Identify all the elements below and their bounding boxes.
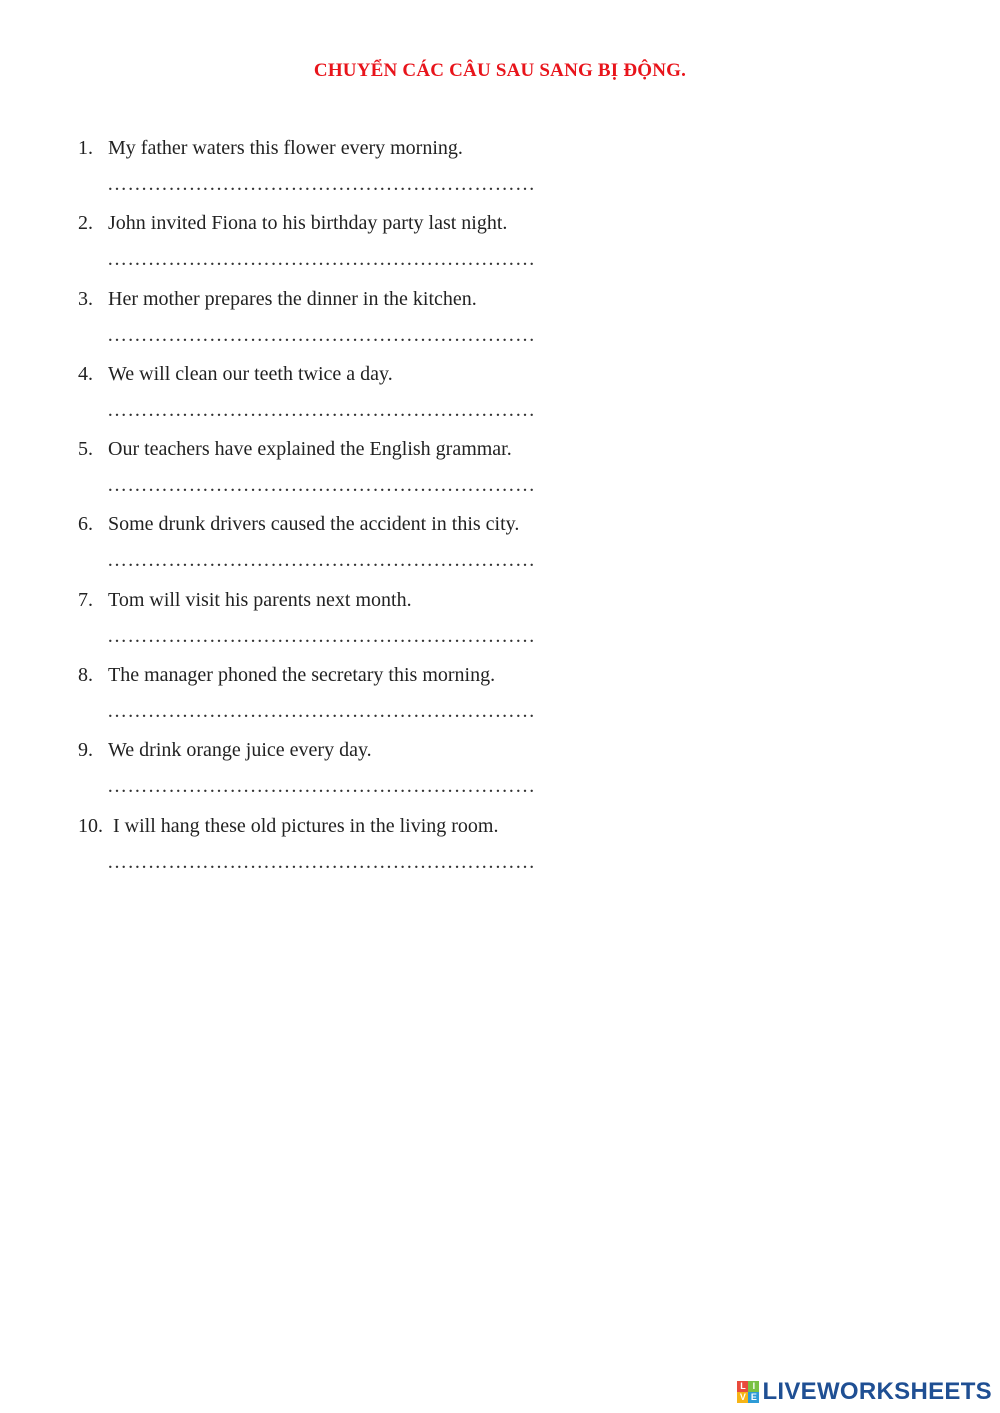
item-sentence: Her mother prepares the dinner in the kitchen.	[108, 287, 477, 310]
exercise-item-7	[0, 584, 1000, 659]
item-number: 2.	[78, 212, 93, 235]
item-number: 1.	[78, 137, 93, 159]
answer-line[interactable]: ………………………………………………………	[107, 624, 536, 647]
item-sentence: Tom will visit his parents next month.	[108, 588, 412, 611]
liveworksheets-logo-icon	[737, 1381, 759, 1403]
exercise-item-4	[0, 358, 1000, 433]
answer-line[interactable]: ………………………………………………………	[107, 775, 536, 798]
logo-letter-e: E	[748, 1392, 759, 1403]
logo-letter-v: V	[737, 1392, 748, 1403]
answer-line[interactable]: ………………………………………………………	[107, 173, 536, 195]
item-number: 8.	[78, 664, 93, 687]
item-number: 3.	[78, 287, 93, 310]
exercise-list	[0, 132, 1000, 885]
exercise-item-5	[0, 433, 1000, 508]
answer-line[interactable]: ………………………………………………………	[107, 248, 536, 271]
exercise-item-8	[0, 659, 1000, 734]
item-sentence: Some drunk drivers caused the accident in this city.	[108, 513, 520, 536]
item-number: 5.	[78, 438, 93, 461]
brand-name: LIVEWORKSHEETS	[762, 1378, 992, 1405]
item-sentence: The manager phoned the secretary this morning.	[108, 664, 496, 687]
item-number: 10.	[78, 814, 103, 837]
liveworksheets-brand	[737, 1379, 992, 1405]
answer-line[interactable]: ………………………………………………………	[107, 398, 536, 421]
item-sentence: We will clean our teeth twice a day.	[108, 362, 393, 385]
answer-line[interactable]: ………………………………………………………	[107, 323, 536, 346]
exercise-item-3	[0, 283, 1000, 358]
item-sentence: Our teachers have explained the English grammar.	[108, 438, 512, 461]
item-number: 6.	[78, 513, 93, 536]
answer-line[interactable]: ………………………………………………………	[107, 850, 536, 873]
answer-line[interactable]: ………………………………………………………	[107, 549, 536, 572]
answer-line[interactable]: ………………………………………………………	[107, 474, 536, 497]
item-sentence: We drink orange juice every day.	[108, 739, 372, 762]
exercise-item-6	[0, 508, 1000, 583]
item-number: 4.	[78, 362, 93, 385]
logo-letter-l: L	[737, 1381, 748, 1392]
exercise-item-9	[0, 734, 1000, 809]
item-sentence: I will hang these old pictures in the living room.	[113, 814, 499, 837]
item-sentence: John invited Fiona to his birthday party last night.	[108, 212, 508, 235]
exercise-item-10	[0, 810, 1000, 885]
worksheet-title: CHUYỂN CÁC CÂU SAU SANG BỊ ĐỘNG.	[313, 60, 687, 81]
item-number: 7.	[78, 588, 93, 611]
item-number: 9.	[78, 739, 93, 762]
logo-letter-i: I	[748, 1381, 759, 1392]
answer-line[interactable]: ………………………………………………………	[107, 700, 536, 723]
exercise-item-1	[0, 132, 1000, 207]
exercise-item-2	[0, 207, 1000, 282]
item-sentence: My father waters this flower every morning.	[108, 137, 463, 159]
